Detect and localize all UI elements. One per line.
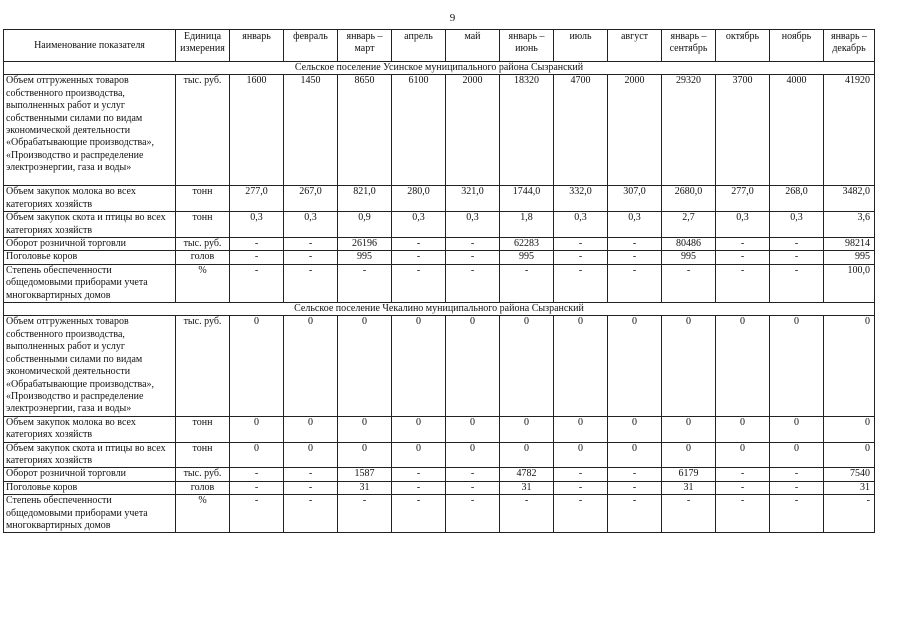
indicator-unit: голов	[176, 481, 230, 494]
value-cell: 995	[338, 251, 392, 264]
value-cell: -	[608, 468, 662, 481]
value-cell: -	[716, 468, 770, 481]
value-cell: -	[770, 495, 824, 533]
value-cell: 3700	[716, 75, 770, 186]
value-cell: 0,3	[554, 212, 608, 238]
value-cell: -	[770, 251, 824, 264]
value-cell: 4000	[770, 75, 824, 186]
indicator-unit: тыс. руб.	[176, 238, 230, 251]
value-cell: 0	[500, 442, 554, 468]
table-row	[4, 264, 875, 302]
value-cell: -	[284, 251, 338, 264]
value-cell: 1587	[338, 468, 392, 481]
header-month: май	[446, 30, 500, 62]
value-cell: -	[716, 481, 770, 494]
value-cell: 995	[824, 251, 875, 264]
value-cell: -	[392, 251, 446, 264]
value-cell: 1600	[230, 75, 284, 186]
header-month: август	[608, 30, 662, 62]
value-cell: 62283	[500, 238, 554, 251]
value-cell: -	[284, 481, 338, 494]
value-cell: 0	[608, 416, 662, 442]
value-cell: 0	[770, 316, 824, 416]
value-cell: -	[230, 481, 284, 494]
value-cell: 995	[662, 251, 716, 264]
value-cell: 0	[662, 416, 716, 442]
indicator-unit: %	[176, 495, 230, 533]
indicator-unit: голов	[176, 251, 230, 264]
value-cell: 31	[338, 481, 392, 494]
indicator-unit: тонн	[176, 442, 230, 468]
header-month: январь – сентябрь	[662, 30, 716, 62]
value-cell: 0	[716, 416, 770, 442]
header-month: июль	[554, 30, 608, 62]
value-cell: 100,0	[824, 264, 875, 302]
value-cell: 280,0	[392, 186, 446, 212]
value-cell: -	[392, 238, 446, 251]
value-cell: 307,0	[608, 186, 662, 212]
value-cell: 0	[716, 442, 770, 468]
value-cell: 0	[284, 416, 338, 442]
indicator-name: Оборот розничной торговли	[4, 238, 176, 251]
value-cell: -	[446, 264, 500, 302]
header-month: январь – март	[338, 30, 392, 62]
value-cell: 8650	[338, 75, 392, 186]
value-cell: -	[338, 495, 392, 533]
indicator-unit: тыс. руб.	[176, 468, 230, 481]
value-cell: 0	[554, 442, 608, 468]
value-cell: 18320	[500, 75, 554, 186]
value-cell: 3,6	[824, 212, 875, 238]
value-cell: -	[554, 481, 608, 494]
value-cell: -	[446, 251, 500, 264]
value-cell: 0	[446, 442, 500, 468]
indicator-name: Оборот розничной торговли	[4, 468, 176, 481]
value-cell: 0	[500, 316, 554, 416]
indicator-name: Объем отгруженных товаров собственного производства, выполненных работ и услуг собственными силами по видам экономической деятельности «Обрабатывающие производства», «Производство и распределение электроэнергии, газа и воды»	[4, 316, 176, 416]
value-cell: -	[770, 468, 824, 481]
value-cell: 0,9	[338, 212, 392, 238]
value-cell: -	[716, 495, 770, 533]
table-row	[4, 238, 875, 251]
indicator-name: Объем отгруженных товаров собственного производства, выполненных работ и услуг собственными силами по видам экономической деятельности «Обрабатывающие производства», «Производство и распределение электроэнергии, газа и воды»	[4, 75, 176, 186]
value-cell: 0,3	[716, 212, 770, 238]
value-cell: 0	[230, 316, 284, 416]
indicators-table	[3, 29, 875, 533]
table-row	[4, 442, 875, 468]
value-cell: 0	[338, 316, 392, 416]
indicator-unit: тыс. руб.	[176, 316, 230, 416]
value-cell: 31	[500, 481, 554, 494]
table-row	[4, 416, 875, 442]
value-cell: -	[338, 264, 392, 302]
table-row	[4, 212, 875, 238]
value-cell: 321,0	[446, 186, 500, 212]
value-cell: 0	[230, 442, 284, 468]
page-number: 9	[449, 12, 456, 24]
value-cell: 98214	[824, 238, 875, 251]
indicator-name: Объем закупок скота и птицы во всех категориях хозяйств	[4, 212, 176, 238]
value-cell: 0	[284, 316, 338, 416]
value-cell: 4782	[500, 468, 554, 481]
value-cell: -	[230, 264, 284, 302]
value-cell: -	[824, 495, 875, 533]
indicator-name: Объем закупок молока во всех категориях хозяйств	[4, 186, 176, 212]
value-cell: 0	[824, 316, 875, 416]
value-cell: 0	[716, 316, 770, 416]
indicator-unit: тыс. руб.	[176, 75, 230, 186]
indicator-name: Степень обеспеченности общедомовыми приборами учета многоквартирных домов	[4, 264, 176, 302]
section-header-row	[4, 62, 875, 75]
value-cell: 0,3	[392, 212, 446, 238]
value-cell: 995	[500, 251, 554, 264]
value-cell: -	[392, 264, 446, 302]
value-cell: -	[284, 495, 338, 533]
value-cell: 1,8	[500, 212, 554, 238]
value-cell: -	[446, 481, 500, 494]
value-cell: 0	[392, 442, 446, 468]
header-month: ноябрь	[770, 30, 824, 62]
value-cell: 277,0	[230, 186, 284, 212]
indicator-name: Поголовье коров	[4, 251, 176, 264]
value-cell: -	[662, 495, 716, 533]
value-cell: 267,0	[284, 186, 338, 212]
value-cell: -	[716, 238, 770, 251]
value-cell: 0	[500, 416, 554, 442]
value-cell: 0	[662, 316, 716, 416]
value-cell: 0,3	[770, 212, 824, 238]
value-cell: 332,0	[554, 186, 608, 212]
value-cell: 3482,0	[824, 186, 875, 212]
value-cell: -	[446, 238, 500, 251]
table-row	[4, 481, 875, 494]
value-cell: 821,0	[338, 186, 392, 212]
value-cell: 80486	[662, 238, 716, 251]
value-cell: -	[500, 264, 554, 302]
indicator-name: Объем закупок молока во всех категориях хозяйств	[4, 416, 176, 442]
value-cell: 0	[608, 316, 662, 416]
value-cell: 0	[608, 442, 662, 468]
value-cell: 0	[392, 316, 446, 416]
value-cell: 0	[554, 416, 608, 442]
header-month: январь – июнь	[500, 30, 554, 62]
value-cell: -	[500, 495, 554, 533]
value-cell: 0	[338, 416, 392, 442]
value-cell: 277,0	[716, 186, 770, 212]
value-cell: 0	[392, 416, 446, 442]
value-cell: 0	[338, 442, 392, 468]
value-cell: -	[770, 238, 824, 251]
table-row	[4, 75, 875, 186]
value-cell: -	[554, 264, 608, 302]
value-cell: 1450	[284, 75, 338, 186]
value-cell: 268,0	[770, 186, 824, 212]
value-cell: 0,3	[230, 212, 284, 238]
indicator-name: Объем закупок скота и птицы во всех категориях хозяйств	[4, 442, 176, 468]
value-cell: 0	[824, 416, 875, 442]
value-cell: -	[554, 495, 608, 533]
indicator-unit: тонн	[176, 212, 230, 238]
value-cell: 6179	[662, 468, 716, 481]
value-cell: 0	[284, 442, 338, 468]
section-title: Сельское поселение Усинское муниципального района Сызранский	[4, 62, 875, 75]
value-cell: -	[608, 238, 662, 251]
value-cell: -	[446, 495, 500, 533]
value-cell: 0	[446, 316, 500, 416]
value-cell: 26196	[338, 238, 392, 251]
value-cell: 0,3	[284, 212, 338, 238]
value-cell: 2,7	[662, 212, 716, 238]
value-cell: -	[554, 251, 608, 264]
value-cell: 6100	[392, 75, 446, 186]
value-cell: 0,3	[608, 212, 662, 238]
table-row	[4, 251, 875, 264]
value-cell: 0,3	[446, 212, 500, 238]
value-cell: -	[716, 264, 770, 302]
value-cell: -	[230, 251, 284, 264]
table-row	[4, 316, 875, 416]
value-cell: -	[446, 468, 500, 481]
value-cell: 0	[824, 442, 875, 468]
value-cell: 2000	[446, 75, 500, 186]
table-row	[4, 468, 875, 481]
section-title: Сельское поселение Чекалино муниципального района Сызранский	[4, 303, 875, 316]
value-cell: -	[554, 238, 608, 251]
value-cell: -	[392, 481, 446, 494]
value-cell: -	[770, 264, 824, 302]
value-cell: 2680,0	[662, 186, 716, 212]
value-cell: 41920	[824, 75, 875, 186]
value-cell: 0	[554, 316, 608, 416]
value-cell: -	[392, 468, 446, 481]
table-row	[4, 495, 875, 533]
value-cell: 0	[662, 442, 716, 468]
value-cell: 0	[446, 416, 500, 442]
indicator-name: Поголовье коров	[4, 481, 176, 494]
header-month: январь	[230, 30, 284, 62]
table-row	[4, 186, 875, 212]
value-cell: -	[608, 495, 662, 533]
section-header-row	[4, 303, 875, 316]
header-month: февраль	[284, 30, 338, 62]
value-cell: 4700	[554, 75, 608, 186]
value-cell: -	[284, 468, 338, 481]
value-cell: -	[230, 238, 284, 251]
value-cell: -	[554, 468, 608, 481]
value-cell: -	[662, 264, 716, 302]
header-name: Наименование показателя	[4, 30, 176, 62]
value-cell: 0	[230, 416, 284, 442]
value-cell: 0	[770, 442, 824, 468]
value-cell: -	[608, 481, 662, 494]
indicator-name: Степень обеспеченности общедомовыми приборами учета многоквартирных домов	[4, 495, 176, 533]
value-cell: -	[608, 251, 662, 264]
value-cell: 7540	[824, 468, 875, 481]
value-cell: 2000	[608, 75, 662, 186]
value-cell: -	[608, 264, 662, 302]
indicator-unit: тонн	[176, 416, 230, 442]
header-unit: Единица измерения	[176, 30, 230, 62]
value-cell: 31	[662, 481, 716, 494]
value-cell: -	[230, 495, 284, 533]
value-cell: -	[230, 468, 284, 481]
indicator-unit: тонн	[176, 186, 230, 212]
value-cell: -	[284, 238, 338, 251]
value-cell: -	[770, 481, 824, 494]
value-cell: -	[716, 251, 770, 264]
indicator-unit: %	[176, 264, 230, 302]
header-month: январь – декабрь	[824, 30, 875, 62]
header-row	[4, 30, 875, 62]
value-cell: -	[392, 495, 446, 533]
value-cell: -	[284, 264, 338, 302]
header-month: апрель	[392, 30, 446, 62]
value-cell: 29320	[662, 75, 716, 186]
value-cell: 31	[824, 481, 875, 494]
value-cell: 1744,0	[500, 186, 554, 212]
value-cell: 0	[770, 416, 824, 442]
header-month: октябрь	[716, 30, 770, 62]
